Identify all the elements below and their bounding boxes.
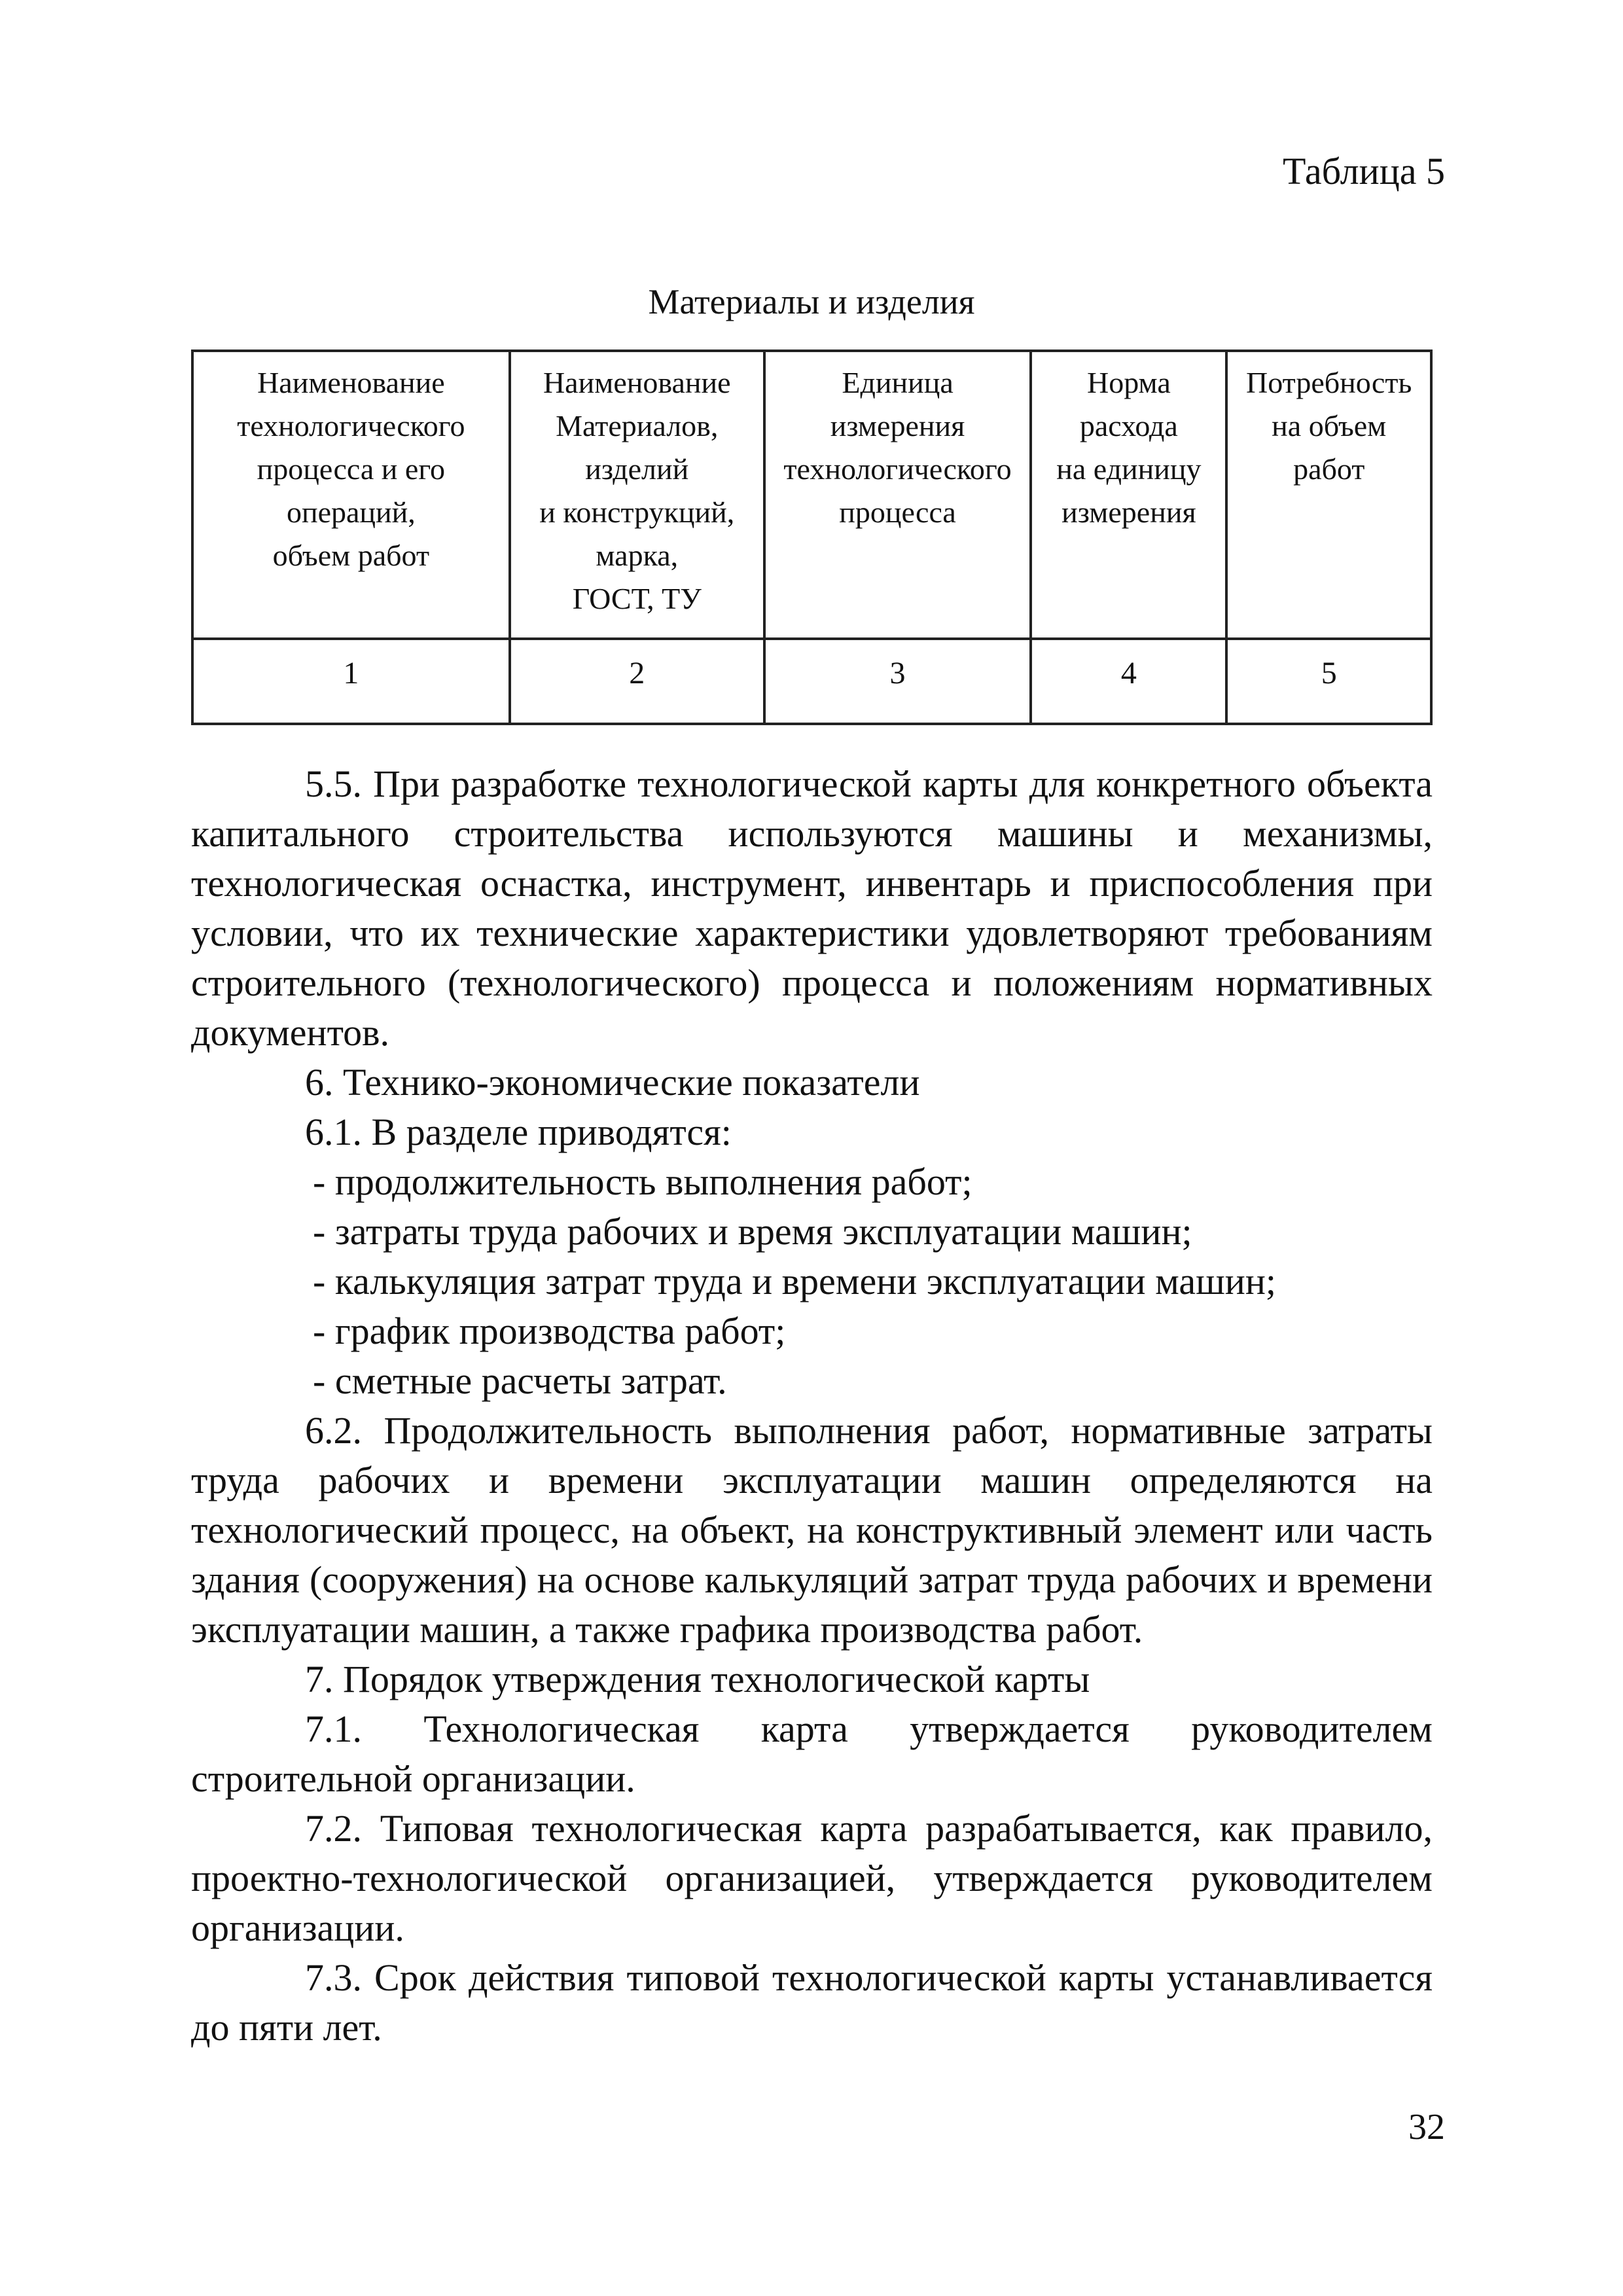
number-cell: 3 (764, 639, 1031, 724)
list-item: - затраты труда рабочих и время эксплуатации машин; (313, 1210, 1192, 1253)
section-7-heading: 7. Порядок утверждения технологической карты (305, 1658, 1090, 1700)
paragraph-6-1: 6.1. В разделе приводятся: (305, 1111, 732, 1153)
paragraph-7-3: 7.3. Срок действия типовой технологической карты устанавливается до пяти лет. (191, 1956, 1433, 2049)
materials-table (191, 350, 1433, 725)
paragraph-5-5-rest: технологическая оснастка, инструмент, инвентарь и приспособления при условии, что их технические характеристики удовлетворяют требованиям строительного (технологического) процесса и положениям нормативных документов. (191, 862, 1433, 1054)
paragraph-5-5-line2: капитального строительства используются машины и механизмы, (191, 812, 1433, 855)
number-cell: 4 (1031, 639, 1226, 724)
table-header-row (192, 351, 1431, 639)
table-title: Материалы и изделия (648, 282, 975, 321)
number-cell: 2 (510, 639, 764, 724)
list-item: - продолжительность выполнения работ; (313, 1160, 972, 1203)
number-cell: 1 (192, 639, 510, 724)
section-6-heading: 6. Технико-экономические показатели (305, 1061, 920, 1103)
table-label: Таблица 5 (1282, 150, 1445, 192)
header-cell: Наименование технологического процесса и его операций, объем работ (192, 351, 510, 639)
paragraph-7-1: 7.1. Технологическая карта утверждается руководителем строительной организации. (191, 1708, 1433, 1800)
list-item: - калькуляция затрат труда и времени эксплуатации машин; (313, 1260, 1276, 1302)
table-number-row (192, 639, 1431, 724)
header-cell: Наименование Материалов, изделий и конструкций, марка, ГОСТ, ТУ (510, 351, 764, 639)
header-cell: Единица измерения технологического процесса (764, 351, 1031, 639)
paragraph-5-5-line1: 5.5. При разработке технологической карты для конкретного объекта (305, 762, 1433, 805)
number-cell: 5 (1226, 639, 1431, 724)
header-cell: Потребность на объем работ (1226, 351, 1431, 639)
page-number: 32 (1408, 2107, 1445, 2147)
list-item: - сметные расчеты затрат. (313, 1359, 727, 1402)
paragraph-6-2: 6.2. Продолжительность выполнения работ, нормативные затраты труда рабочих и времени эксплуатации машин определяются на технологический процесс, на объект, на конструктивный элемент или часть здания (сооружения) на основе калькуляций затрат труда рабочих и времени эксплуатации машин, а также графика производства работ. (191, 1409, 1433, 1651)
header-cell: Норма расхода на единицу измерения (1031, 351, 1226, 639)
list-item: - график производства работ; (313, 1310, 786, 1352)
body-text (191, 759, 1433, 2053)
paragraph-7-2: 7.2. Типовая технологическая карта разрабатывается, как правило, проектно-технологической организацией, утверждается руководителем организации. (191, 1807, 1433, 1949)
